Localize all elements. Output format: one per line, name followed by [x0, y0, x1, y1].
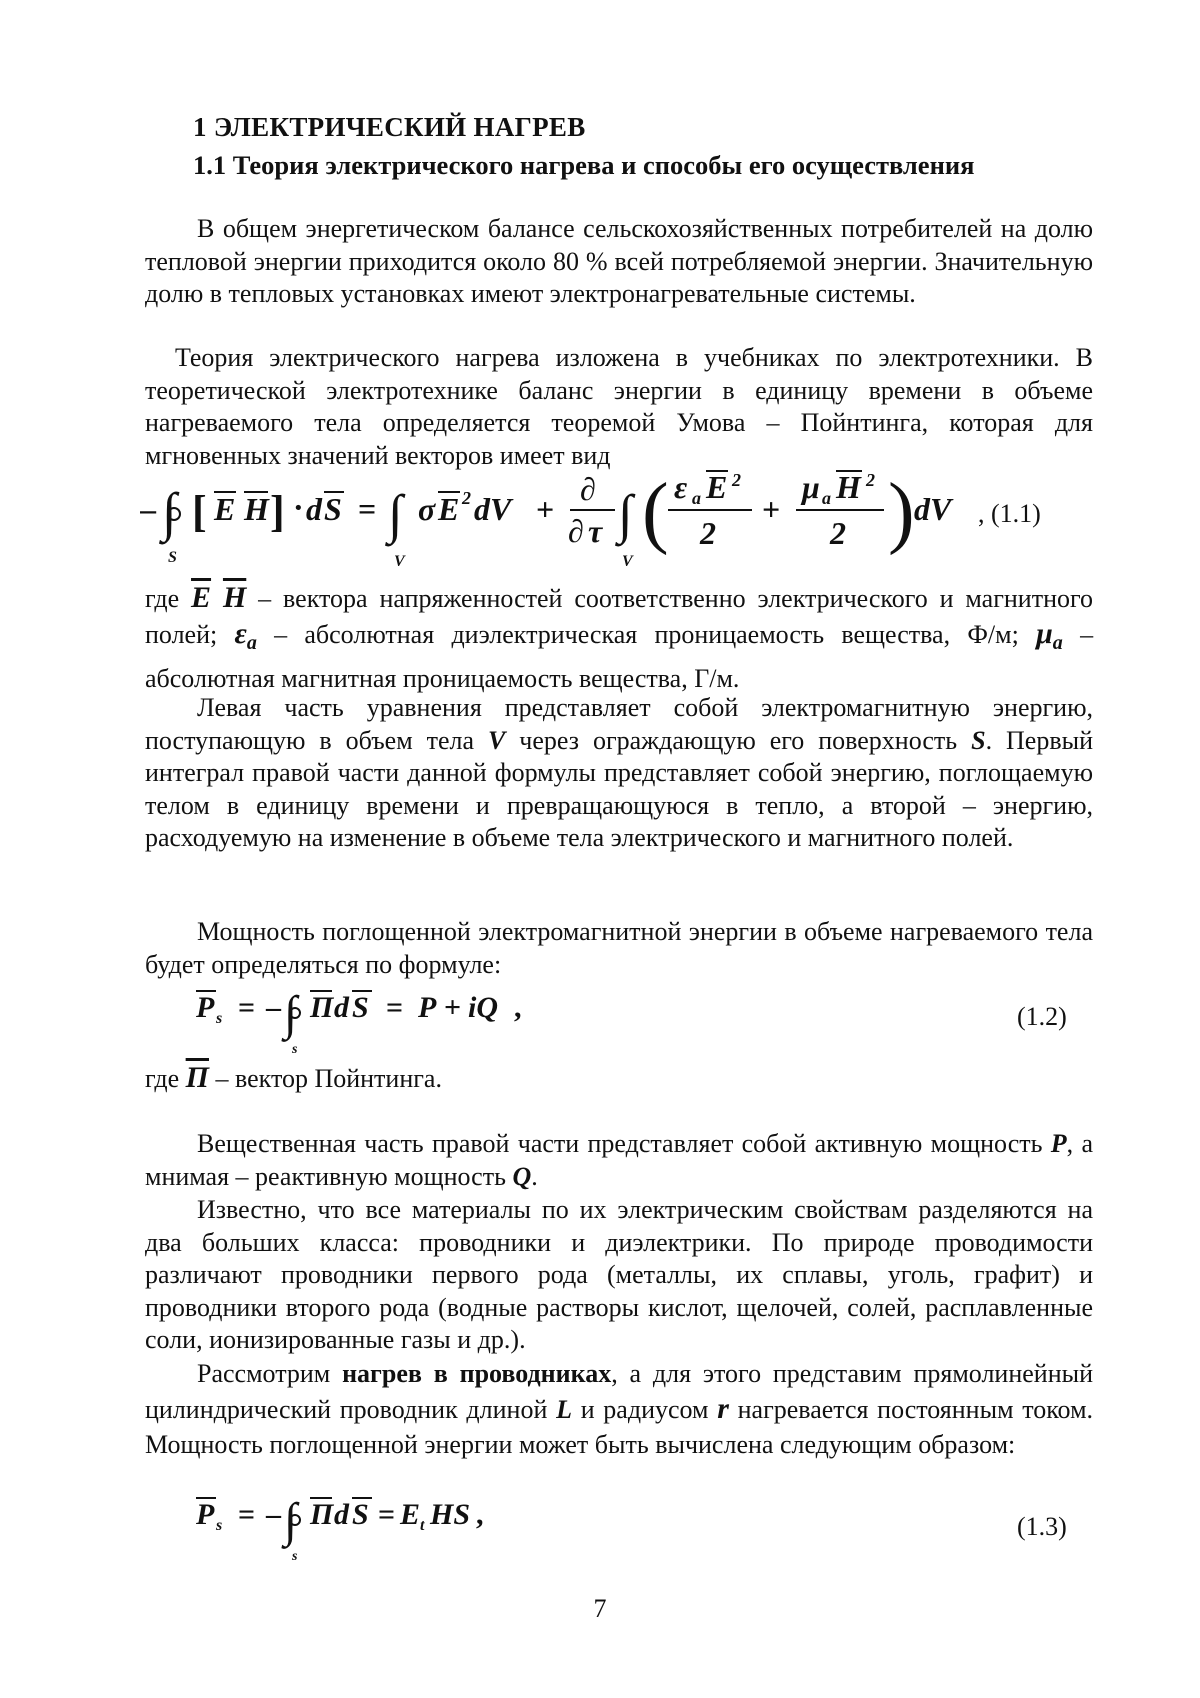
svg-text:μ: μ [802, 470, 820, 505]
legend-text-c: – абсолютная магнитная проницаемость вещества, Г/м. [145, 620, 1094, 694]
symbol-r: r [717, 1392, 729, 1425]
equation-1-3 [196, 1492, 536, 1562]
svg-text:∂: ∂ [580, 471, 596, 507]
svg-text:d: d [334, 991, 349, 1024]
symbol-Pi: П [185, 1061, 209, 1094]
svg-text:,: , [514, 991, 522, 1024]
svg-text:E: E [706, 470, 728, 505]
paragraph-6 [145, 1194, 1093, 1357]
svg-text:S: S [168, 549, 177, 566]
svg-text:τ: τ [588, 513, 603, 549]
paragraph-1-text: В общем энергетическом балансе сельскохозяйственных потребителей на долю тепловой энергии приходится около 80 % всей потребляемой энергии. Значительную долю в тепловых установках имеют электронагревательные системы. [145, 214, 1093, 308]
svg-text:P: P [418, 991, 437, 1024]
paragraph-5-text-a: Вещественная часть правой части представляет собой активную мощность [197, 1129, 1043, 1158]
svg-text:+: + [444, 991, 462, 1024]
svg-text:–: – [266, 1498, 281, 1531]
chapter-heading: 1 ЭЛЕКТРИЧЕСКИЙ НАГРЕВ [193, 112, 586, 142]
svg-text:a: a [822, 488, 831, 508]
paragraph-7 [145, 1356, 1093, 1462]
svg-text:(: ( [642, 470, 669, 556]
svg-text:]: ] [270, 487, 285, 536]
svg-text:): ) [888, 470, 915, 556]
symbol-E: $\overline{E}$ [191, 581, 212, 614]
svg-text:E: E [438, 491, 460, 527]
svg-text:σ: σ [418, 491, 436, 527]
svg-text:HS: HS [430, 1498, 471, 1531]
svg-text:ε: ε [674, 470, 688, 505]
svg-text:П: П [310, 991, 334, 1024]
paragraph-3-text-a: Левая часть уравнения представляет собой электромагнитную энергию, поступающую в объем тела [145, 693, 1093, 755]
legend-text-a: – вектора напряженностей соответственно электрического и магнитного полей; [145, 584, 1094, 649]
svg-text:2: 2 [700, 515, 716, 551]
symbol-S: S [971, 725, 986, 755]
page-number: 7 [593, 1594, 607, 1623]
symbol-epsilon: ε [234, 617, 247, 650]
svg-text:a: a [692, 488, 701, 508]
svg-text:=: = [386, 991, 404, 1024]
svg-text:dV: dV [914, 491, 952, 527]
equation-1-2-legend [145, 1062, 1093, 1096]
svg-text:2: 2 [830, 515, 846, 551]
svg-text:s: s [216, 1010, 223, 1027]
equation-1-1-legend [145, 580, 1093, 696]
equation-1-3-number: (1.3) [1017, 1512, 1067, 1541]
svg-text:d: d [306, 491, 322, 527]
svg-text:2: 2 [732, 470, 741, 490]
symbol-mu-subscript: a [1052, 632, 1063, 655]
svg-text:+: + [762, 491, 781, 527]
paragraph-3-text-c: . Первый интеграл правой части данной формулы представляет собой энергию, поглощаемую телом в единицу времени и превращающуюся в тепло, а второй – энергию, расходуемую на изменение в объеме тела электрического и магнитного полей. [145, 725, 1093, 852]
svg-text:–: – [266, 991, 281, 1024]
svg-text:V: V [622, 553, 633, 570]
svg-text:H: H [836, 470, 861, 505]
paragraph-7-text-b: , а для этого представим прямолинейный цилиндрический проводник длиной [145, 1359, 1093, 1424]
symbol-V: V [487, 725, 506, 755]
svg-text:s: s [292, 1549, 298, 1562]
legend-2-where-word: где [145, 1064, 180, 1093]
section-heading: 1.1 Теория электрического нагрева и способы его осуществления [193, 150, 975, 180]
svg-text:∫: ∫ [162, 482, 177, 542]
paragraph-7-text-d: нагревается постоянным током. Мощность поглощенной энергии может быть вычислена следующим образом: [145, 1395, 1094, 1459]
symbol-epsilon-subscript: a [246, 632, 257, 655]
svg-text:P: P [196, 991, 215, 1024]
paragraph-1 [145, 213, 1093, 311]
svg-text:∫: ∫ [388, 484, 403, 544]
svg-text:=: = [238, 991, 256, 1024]
symbol-mu: μ [1036, 617, 1053, 650]
legend-where-word: где [145, 584, 180, 613]
symbol-P: P [1050, 1129, 1067, 1158]
legend-2-text: – вектор Пойнтинга. [215, 1064, 442, 1093]
svg-text:s: s [292, 1042, 298, 1055]
svg-text:E: E [400, 1498, 421, 1531]
symbol-L: L [556, 1395, 572, 1424]
svg-text:dV: dV [474, 491, 512, 527]
svg-text:[: [ [192, 487, 207, 536]
svg-text:–: – [140, 491, 156, 527]
svg-text:S: S [352, 991, 369, 1024]
svg-text:∂: ∂ [568, 513, 584, 549]
paragraph-5 [145, 1128, 1093, 1193]
paragraph-7-bold-phrase: нагрев в проводниках [342, 1359, 612, 1388]
paragraph-3 [145, 692, 1093, 855]
svg-text:∫: ∫ [618, 484, 633, 544]
svg-text:V: V [394, 553, 405, 570]
svg-text:П: П [310, 1498, 334, 1531]
paragraph-5-text-b: , а мнимая – реактивную мощность [145, 1129, 1094, 1191]
svg-text:2: 2 [866, 470, 875, 490]
equation-1-2 [196, 985, 536, 1055]
svg-text:iQ: iQ [468, 991, 498, 1024]
symbol-H: $\overline{H}$ [222, 581, 247, 614]
svg-text:t: t [420, 1517, 425, 1534]
paragraph-6-text: Известно, что все материалы по их электрическим свойствам разделяются на два больших класса: проводники и диэлектрики. По природе проводимости различают проводники первого рода (металлы, их сплавы, уголь, графит) и проводники второго рода (водные растворы кислот, щелочей, солей, расплавленные соли, ионизированные газы и др.). [145, 1195, 1093, 1354]
svg-text:∫: ∫ [284, 1494, 298, 1547]
equation-1-2-number: (1.2) [1017, 1002, 1067, 1031]
paragraph-5-text-c: . [531, 1161, 538, 1191]
svg-text:=: = [358, 491, 377, 527]
svg-text:S: S [324, 491, 342, 527]
svg-text:=: = [238, 1498, 256, 1531]
legend-text-b: – абсолютная диэлектрическая проницаемость вещества, Ф/м; [274, 620, 1019, 649]
paragraph-7-text-c: и радиусом [580, 1395, 709, 1424]
svg-text:s: s [216, 1517, 223, 1534]
svg-text:·: · [293, 489, 304, 525]
svg-text:E: E [214, 491, 236, 527]
svg-text:∫: ∫ [284, 987, 298, 1040]
paragraph-3-text-b: через ограждающую его поверхность [519, 725, 958, 755]
symbol-Q: Q [512, 1161, 532, 1191]
equation-1-1 [140, 470, 1080, 570]
paragraph-2 [145, 342, 1093, 472]
svg-text:+: + [536, 491, 555, 527]
svg-text:P: P [196, 1498, 215, 1531]
svg-text:S: S [352, 1498, 369, 1531]
svg-text:=: = [378, 1498, 396, 1531]
paragraph-7-text-a: Рассмотрим [197, 1359, 331, 1388]
paragraph-2-text: Теория электрического нагрева изложена в учебниках по электротехники. В теоретической электротехнике баланс энергии в единицу времени в объеме нагреваемого тела определяется теоремой Умова – Пойнтинга, которая для мгновенных значений векторов имеет вид [145, 343, 1093, 470]
svg-text:,: , [476, 1498, 484, 1531]
svg-text:2: 2 [462, 488, 471, 508]
svg-text:d: d [334, 1498, 349, 1531]
paragraph-4-text: Мощность поглощенной электромагнитной энергии в объеме нагреваемого тела будет определяться по формуле: [145, 917, 1093, 979]
svg-text:H: H [244, 491, 269, 527]
paragraph-4 [145, 916, 1093, 981]
equation-1-1-number: , (1.1) [978, 499, 1041, 528]
